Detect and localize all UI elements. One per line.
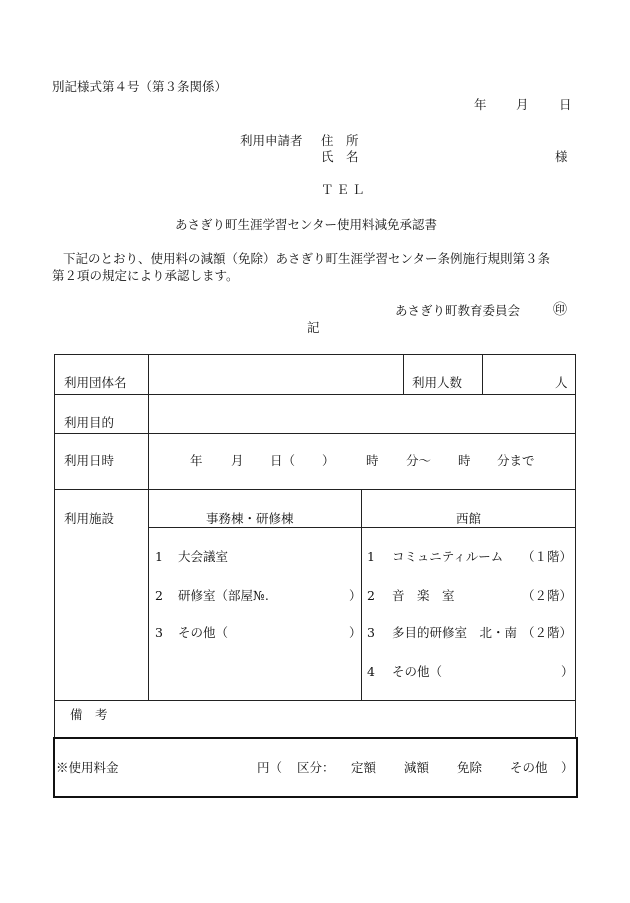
dt-dow-close: ） [322, 453, 335, 468]
right-item-floor: （２階） [522, 588, 573, 603]
ki-label: 記 [307, 320, 320, 335]
datetime-label: 利用日時 [64, 453, 115, 468]
left-item-label: その他（ [178, 625, 229, 640]
right-item-label: その他（ [392, 664, 443, 679]
left-item-label: 研修室（部屋№. [178, 588, 269, 603]
fee-label: ※使用料金 [56, 760, 119, 775]
date-year-label: 年 [474, 97, 487, 112]
honorific: 様 [555, 149, 568, 164]
right-item-num: 4 [367, 664, 375, 679]
group-name-label: 利用団体名 [64, 375, 127, 390]
fee-option-reduced: 減額 [404, 760, 430, 775]
right-item-floor: （１階） [522, 549, 573, 564]
fee-category-label: 区分： [297, 760, 335, 775]
date-month-label: 月 [516, 97, 529, 112]
right-item-num: 1 [367, 549, 375, 564]
body-line-1: 下記のとおり、使用料の減額（免除）あさぎり町生涯学習センター条例施行規則第３条 [63, 251, 551, 266]
dt-year: 年 [190, 453, 203, 468]
name-label: 氏 名 [321, 149, 359, 164]
remarks-label: 備 考 [70, 707, 108, 722]
facility-label: 利用施設 [64, 511, 115, 526]
facility-col-west: 西館 [456, 511, 482, 526]
fee-yen: 円（ [257, 760, 283, 775]
address-label: 住 所 [321, 133, 359, 148]
right-item-label: コミュニティルーム [392, 549, 504, 564]
right-item-floor: （２階） [522, 625, 573, 640]
right-item-close: ） [561, 664, 574, 679]
left-item-num: 2 [155, 588, 163, 603]
dt-hour-end: 時 [458, 453, 471, 468]
purpose-label: 利用目的 [64, 415, 115, 430]
facility-col-admin: 事務棟・研修棟 [206, 511, 294, 526]
left-item-close: ） [349, 588, 362, 603]
form-id: 別記様式第４号（第３条関係） [52, 79, 228, 94]
date-day-label: 日 [559, 97, 572, 112]
left-item-num: 1 [155, 549, 163, 564]
dt-min-end: 分まで [497, 453, 535, 468]
dt-month: 月 [231, 453, 244, 468]
dt-hour-start: 時 [366, 453, 379, 468]
fee-option-other: その他 [510, 760, 548, 775]
left-item-label: 大会議室 [178, 549, 229, 564]
left-item-close: ） [349, 625, 362, 640]
right-item-num: 2 [367, 588, 375, 603]
right-item-num: 3 [367, 625, 375, 640]
dt-day: 日（ [270, 453, 296, 468]
fee-option-fixed: 定額 [351, 760, 377, 775]
issuer-name: あさぎり町教育委員会 [395, 303, 521, 318]
right-item-label: 多目的研修室 北・南 [392, 625, 518, 640]
fee-close: ） [561, 760, 574, 775]
fee-option-exempt: 免除 [457, 760, 483, 775]
tel-label: ＴＥＬ [321, 182, 368, 197]
left-item-num: 3 [155, 625, 163, 640]
people-count-label: 利用人数 [412, 375, 463, 390]
seal-mark: ㊞ [553, 302, 567, 318]
dt-min-start: 分～ [406, 453, 432, 468]
body-line-2: 第２項の規定により承認します。 [52, 268, 239, 283]
right-item-label: 音 楽 室 [392, 588, 455, 603]
applicant-label: 利用申請者 [240, 133, 303, 148]
people-unit: 人 [555, 375, 568, 390]
document-title: あさぎり町生涯学習センター使用料減免承認書 [175, 217, 438, 232]
